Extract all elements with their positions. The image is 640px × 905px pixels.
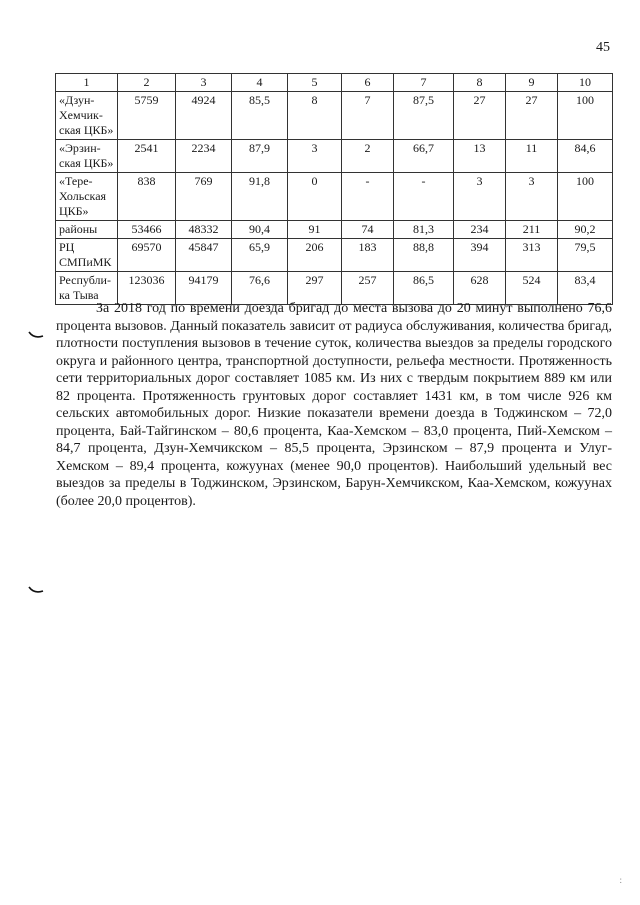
column-header: 5 (288, 74, 342, 92)
column-header: 7 (394, 74, 454, 92)
value-cell: 7 (342, 92, 394, 140)
value-cell: 69570 (118, 239, 176, 272)
value-cell: 13 (454, 140, 506, 173)
value-cell: 81,3 (394, 221, 454, 239)
value-cell: 628 (454, 272, 506, 305)
value-cell: 123036 (118, 272, 176, 305)
value-cell: 87,9 (232, 140, 288, 173)
row-label-cell: Республи-ка Тыва (56, 272, 118, 305)
value-cell: 206 (288, 239, 342, 272)
value-cell: 85,5 (232, 92, 288, 140)
value-cell: 183 (342, 239, 394, 272)
column-header: 4 (232, 74, 288, 92)
value-cell: 4924 (176, 92, 232, 140)
table-row (56, 140, 613, 173)
value-cell: 3 (288, 140, 342, 173)
table-row (56, 221, 613, 239)
value-cell: 769 (176, 173, 232, 221)
value-cell: 100 (558, 173, 613, 221)
value-cell: 79,5 (558, 239, 613, 272)
column-header: 10 (558, 74, 613, 92)
row-label-cell: районы (56, 221, 118, 239)
statistics-table (55, 73, 613, 305)
value-cell: 27 (454, 92, 506, 140)
row-label-cell: «Дзун-Хемчик-ская ЦКБ» (56, 92, 118, 140)
value-cell: 2541 (118, 140, 176, 173)
value-cell: 88,8 (394, 239, 454, 272)
value-cell: - (394, 173, 454, 221)
column-header: 6 (342, 74, 394, 92)
value-cell: 297 (288, 272, 342, 305)
table-row (56, 239, 613, 272)
value-cell: - (342, 173, 394, 221)
table-header-row (56, 74, 613, 92)
value-cell: 83,4 (558, 272, 613, 305)
value-cell: 65,9 (232, 239, 288, 272)
column-header: 1 (56, 74, 118, 92)
value-cell: 3 (454, 173, 506, 221)
scan-mark: : (619, 875, 622, 885)
column-header: 8 (454, 74, 506, 92)
value-cell: 3 (506, 173, 558, 221)
value-cell: 5759 (118, 92, 176, 140)
value-cell: 394 (454, 239, 506, 272)
margin-check-mark (28, 585, 44, 595)
value-cell: 2234 (176, 140, 232, 173)
value-cell: 524 (506, 272, 558, 305)
row-label-cell: РЦ СМПиМК (56, 239, 118, 272)
value-cell: 838 (118, 173, 176, 221)
value-cell: 100 (558, 92, 613, 140)
body-paragraph: За 2018 год по времени доезда бригад до места вызова до 20 минут выполнено 76,6 процента вызовов. Данный показатель зависит от радиуса обслуживания, количества бригад, плотности поступления вызовов в течение суток, количества выездов за пределы городского округа и районного центра, транспортной доступности, рельефа местности. Протяженность сети территориальных дорог составляет 1085 км. Из них с твердым покрытием 889 км или 82 процента. Протяженность грунтовых дорог составляет 1431 км, в том числе 926 км сельских автомобильных дорог. Низкие показатели времени доезда в Тоджинском – 72,0 процента, Бай-Тайгинском – 80,6 процента, Каа-Хемском – 83,0 процента, Пий-Хемском – 84,7 процента, Дзун-Хемчикском – 85,5 процента, Эрзинском – 87,9 процента и Улуг-Хемском – 89,4 процента, кожуунах (менее 90,0 процентов). Наибольший удельный вес выездов за пределы в Тоджинском, Эрзинском, Барун-Хемчикском, Каа-Хемском, кожуунах (более 20,0 процентов). (56, 301, 612, 509)
margin-check-mark (28, 330, 44, 340)
value-cell: 313 (506, 239, 558, 272)
value-cell: 87,5 (394, 92, 454, 140)
value-cell: 0 (288, 173, 342, 221)
value-cell: 86,5 (394, 272, 454, 305)
value-cell: 11 (506, 140, 558, 173)
value-cell: 48332 (176, 221, 232, 239)
table-row (56, 92, 613, 140)
value-cell: 94179 (176, 272, 232, 305)
column-header: 2 (118, 74, 176, 92)
value-cell: 53466 (118, 221, 176, 239)
value-cell: 2 (342, 140, 394, 173)
row-label-cell: «Тере-Хольская ЦКБ» (56, 173, 118, 221)
value-cell: 66,7 (394, 140, 454, 173)
value-cell: 76,6 (232, 272, 288, 305)
value-cell: 234 (454, 221, 506, 239)
value-cell: 257 (342, 272, 394, 305)
value-cell: 84,6 (558, 140, 613, 173)
column-header: 3 (176, 74, 232, 92)
page-number: 45 (596, 40, 610, 55)
column-header: 9 (506, 74, 558, 92)
value-cell: 91,8 (232, 173, 288, 221)
value-cell: 8 (288, 92, 342, 140)
row-label-cell: «Эрзин-ская ЦКБ» (56, 140, 118, 173)
value-cell: 74 (342, 221, 394, 239)
value-cell: 91 (288, 221, 342, 239)
table-row (56, 173, 613, 221)
value-cell: 90,2 (558, 221, 613, 239)
value-cell: 211 (506, 221, 558, 239)
table-body (56, 74, 613, 305)
value-cell: 90,4 (232, 221, 288, 239)
value-cell: 27 (506, 92, 558, 140)
value-cell: 45847 (176, 239, 232, 272)
